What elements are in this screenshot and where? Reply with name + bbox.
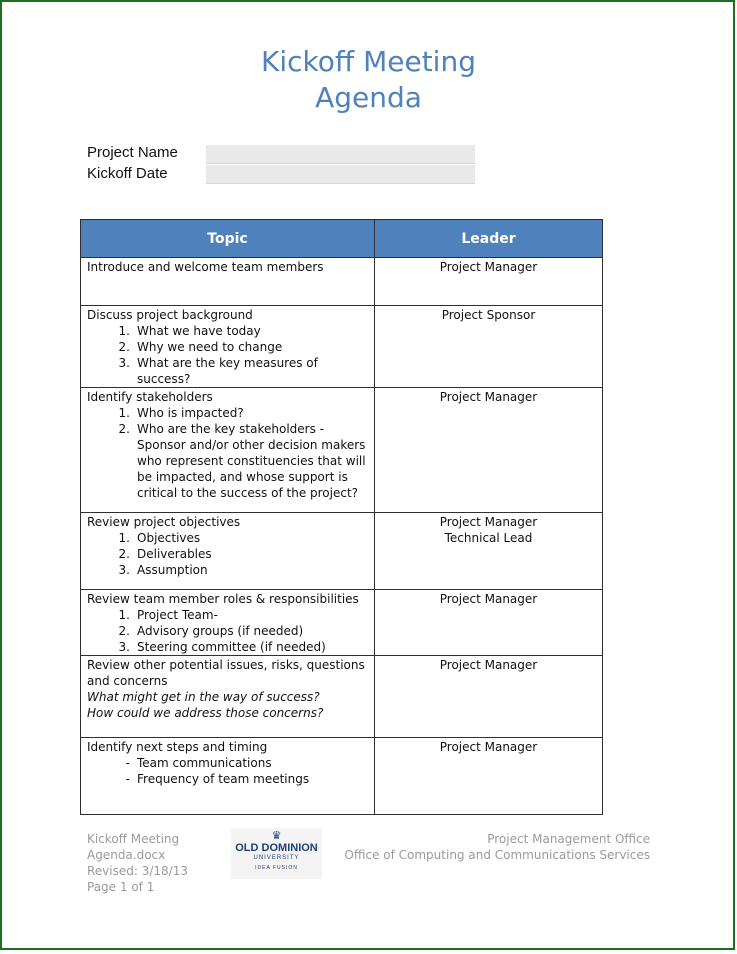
list-item: [87, 421, 368, 501]
leader-name: Project Sponsor: [441, 308, 536, 322]
topic-title: Review project objectives: [87, 515, 241, 529]
table-header-row: [81, 220, 603, 258]
topic-cell: [81, 738, 375, 815]
list-marker: 3.: [118, 563, 130, 577]
list-text: Assumption: [137, 563, 208, 577]
footer-left: [87, 831, 188, 895]
project-name-label: Project Name: [87, 144, 178, 161]
header-topic: Topic: [81, 220, 375, 258]
agenda-table: [80, 219, 603, 815]
list-item: [87, 405, 368, 421]
document-title-line1: Kickoff Meeting: [261, 45, 476, 78]
list-text: Why we need to change: [137, 340, 283, 354]
footer-office: Project Management Office: [487, 832, 650, 846]
list-marker: 1.: [118, 608, 130, 622]
list-item: [87, 355, 368, 387]
list-item: [87, 339, 368, 355]
topic-title: Introduce and welcome team members: [87, 260, 324, 274]
document-title-line2: Agenda: [315, 81, 422, 114]
footer-doc-title: Kickoff Meeting: [87, 832, 180, 846]
leader-name: Project Manager: [439, 740, 538, 754]
logo-name: OLD DOMINION: [235, 842, 318, 854]
leader-cell: [375, 306, 603, 388]
list-item: [87, 755, 368, 771]
leader-name: Project Manager: [439, 260, 538, 274]
list-marker: -: [125, 772, 130, 786]
topic-title: Identify stakeholders: [87, 390, 213, 404]
topic-cell: [81, 656, 375, 738]
table-row: [81, 306, 603, 388]
list-marker: 1.: [118, 406, 130, 420]
leader-cell: [375, 590, 603, 656]
list-item: [87, 323, 368, 339]
logo-tagline: IDEA FUSION: [255, 865, 298, 871]
list-marker: 3.: [118, 356, 130, 370]
list-text: What are the key measures of success?: [137, 356, 318, 386]
list-marker: 1.: [118, 324, 130, 338]
leader-name: Technical Lead: [444, 531, 533, 545]
list-text: Team communications: [137, 756, 272, 770]
topic-question: How could we address those concerns?: [87, 706, 324, 720]
leader-cell: [375, 388, 603, 513]
topic-cell: [81, 513, 375, 590]
topic-cell: [81, 388, 375, 513]
table-row: [81, 738, 603, 815]
list-item: [87, 639, 368, 655]
list-text: Objectives: [137, 531, 201, 545]
footer-page-number: Page 1 of 1: [87, 880, 155, 894]
kickoff-date-field[interactable]: [206, 165, 475, 184]
list-text: Frequency of team meetings: [137, 772, 310, 786]
list-marker: 2.: [118, 624, 130, 638]
table-row: [81, 258, 603, 306]
list-text: What we have today: [137, 324, 261, 338]
list-item: [87, 771, 368, 787]
footer-department: Office of Computing and Communications Services: [344, 848, 650, 862]
list-marker: 3.: [118, 640, 130, 654]
leader-name: Project Manager: [439, 390, 538, 404]
footer-filename: Agenda.docx: [87, 848, 166, 862]
header-leader: Leader: [375, 220, 603, 258]
crown-icon: ♛: [271, 830, 282, 842]
list-item: [87, 607, 368, 623]
list-text: Steering committee (if needed): [137, 640, 326, 654]
leader-name: Project Manager: [439, 515, 538, 529]
project-name-field[interactable]: [206, 145, 475, 164]
logo-subtitle: UNIVERSITY: [253, 855, 300, 861]
topic-cell: [81, 306, 375, 388]
topic-question: What might get in the way of success?: [87, 690, 320, 704]
list-marker: 2.: [118, 547, 130, 561]
topic-title: Review team member roles & responsibilities: [87, 592, 359, 606]
table-row: [81, 656, 603, 738]
list-item: [87, 530, 368, 546]
list-marker: 2.: [118, 422, 130, 436]
list-marker: -: [125, 756, 130, 770]
list-text: Deliverables: [137, 547, 212, 561]
leader-cell: [375, 738, 603, 815]
footer-revised: Revised: 3/18/13: [87, 864, 188, 878]
topic-cell: [81, 258, 375, 306]
topic-cell: [81, 590, 375, 656]
table-row: [81, 590, 603, 656]
leader-name: Project Manager: [439, 658, 538, 672]
university-logo: [231, 828, 322, 879]
table-row: [81, 513, 603, 590]
list-text: Advisory groups (if needed): [137, 624, 304, 638]
list-marker: 1.: [118, 531, 130, 545]
list-item: [87, 562, 368, 578]
list-marker: 2.: [118, 340, 130, 354]
leader-name: Project Manager: [439, 592, 538, 606]
footer-right: [344, 831, 650, 863]
topic-title: Discuss project background: [87, 308, 253, 322]
list-text: Project Team-: [137, 608, 218, 622]
kickoff-date-label: Kickoff Date: [87, 165, 168, 182]
topic-title: Identify next steps and timing: [87, 740, 268, 754]
topic-title: Review other potential issues, risks, questions and concerns: [87, 658, 365, 688]
list-text: Who are the key stakeholders - Sponsor and/or other decision makers who represent constituencies that will be impacted, and whose support is critical to the success of the project?: [137, 422, 366, 500]
leader-cell: [375, 513, 603, 590]
table-row: [81, 388, 603, 513]
list-item: [87, 623, 368, 639]
list-item: [87, 546, 368, 562]
leader-cell: [375, 258, 603, 306]
leader-cell: [375, 656, 603, 738]
list-text: Who is impacted?: [137, 406, 244, 420]
